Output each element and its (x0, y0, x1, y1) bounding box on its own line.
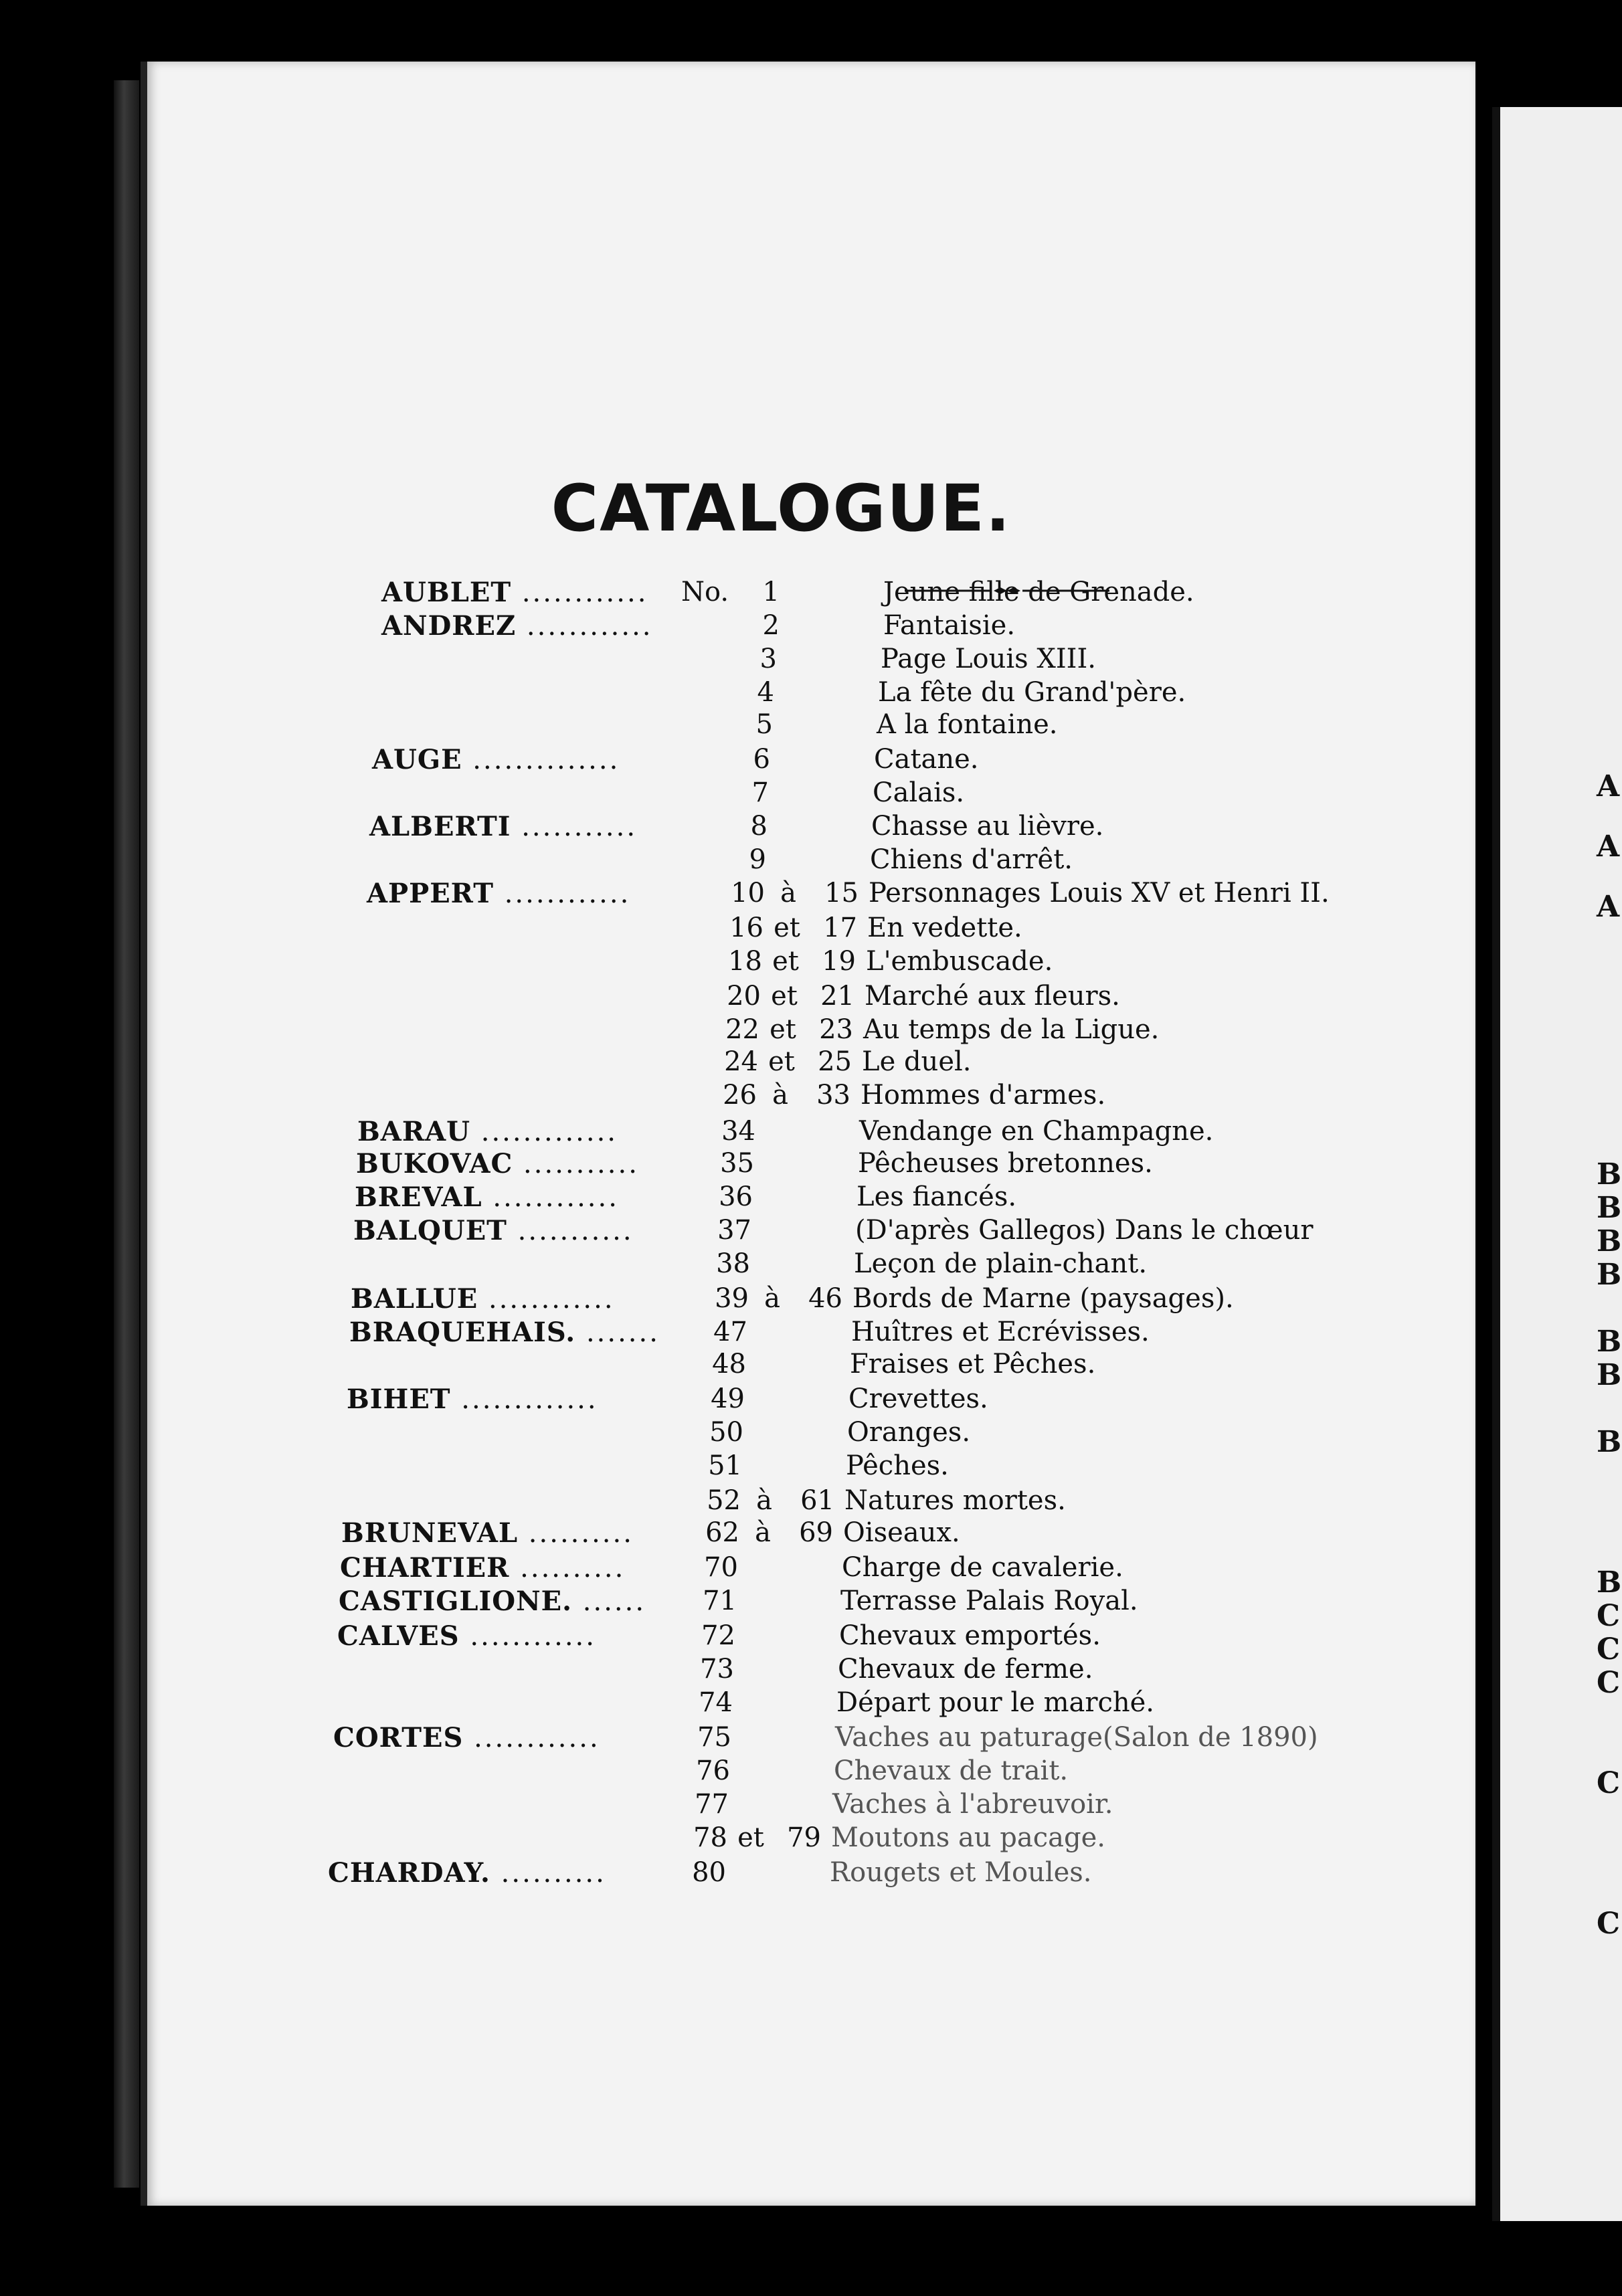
catalogue-entry (329, 1822, 1373, 1857)
catalogue-number: 3 (759, 644, 777, 674)
catalogue-entry (352, 1248, 1396, 1283)
catalogue-number: 76 (696, 1755, 730, 1786)
catalogue-number-end: 25 (818, 1046, 852, 1077)
facing-page-letter: B (1597, 1191, 1622, 1225)
catalogue-entry (328, 1857, 1372, 1892)
leader-dots: .............. (462, 745, 620, 775)
range-connector: à (756, 1485, 772, 1516)
catalogue-entry (331, 1789, 1374, 1824)
facing-page-letter: B (1597, 1224, 1622, 1258)
catalogue-number: 26 (723, 1080, 757, 1111)
catalogue-number: 1 (762, 577, 780, 607)
leader-dots: ............ (482, 1182, 619, 1213)
artist-name: BARAU ............. (357, 1116, 618, 1147)
range-connector: et (770, 1014, 796, 1045)
artist-name: APPERT ............ (367, 878, 631, 909)
catalogue-number: 80 (692, 1857, 726, 1888)
catalogue-entry (359, 1080, 1403, 1115)
catalogue-entry (365, 913, 1409, 947)
catalogue-entry (356, 1148, 1400, 1183)
catalogue-number-end: 33 (816, 1080, 850, 1111)
artwork-title: L'embuscade. (866, 946, 1053, 977)
leader-dots: ............ (516, 611, 653, 642)
catalogue-number: 75 (697, 1722, 731, 1753)
catalogue-entry (344, 1450, 1388, 1485)
artwork-title: Vendange en Champagne. (859, 1116, 1214, 1147)
facing-page-letter: A (1597, 830, 1620, 864)
artwork-title: Huîtres et Ecrévisses. (851, 1317, 1150, 1347)
page-title: CATALOGUE. (551, 471, 1012, 546)
artist-name: BRAQUEHAIS. ....... (349, 1317, 660, 1348)
leader-dots: ............ (493, 878, 631, 909)
artwork-title: Départ pour le marché. (836, 1687, 1155, 1718)
catalogue-number: 73 (700, 1654, 734, 1685)
facing-page-letter: C (1597, 1907, 1621, 1941)
catalogue-entry (332, 1755, 1376, 1790)
leader-dots: ....... (575, 1317, 660, 1348)
range-connector: à (764, 1283, 780, 1314)
catalogue-entry (367, 878, 1411, 913)
catalogue-number-end: 46 (808, 1283, 842, 1314)
leader-dots: ........... (507, 1216, 634, 1246)
catalogue-number: 74 (699, 1687, 733, 1718)
catalogue-page (141, 62, 1475, 2206)
catalogue-number: 16 (729, 913, 763, 943)
facing-page-letter: B (1597, 1425, 1622, 1459)
leader-dots: .......... (509, 1553, 626, 1584)
artist-name: AUBLET ............ (381, 577, 648, 608)
range-connector: à (780, 878, 796, 908)
facing-page-letter: B (1597, 1258, 1622, 1292)
artwork-title: A la fontaine. (877, 709, 1058, 740)
catalogue-entry (363, 981, 1407, 1016)
catalogue-number: 7 (751, 777, 769, 808)
catalogue-entry (368, 844, 1412, 879)
catalogue-number: 10 (731, 878, 765, 908)
catalogue-number: 77 (695, 1789, 729, 1820)
catalogue-number: 18 (728, 946, 762, 977)
artist-name: BUKOVAC ........... (356, 1148, 639, 1179)
catalogue-entry (349, 1317, 1393, 1351)
catalogue-number: 20 (727, 981, 761, 1012)
artwork-title: Chevaux de ferme. (838, 1654, 1093, 1685)
range-connector: et (772, 946, 799, 977)
catalogue-number: 62 (705, 1517, 739, 1548)
catalogue-entry (347, 1383, 1390, 1418)
catalogue-number: 35 (720, 1148, 754, 1179)
facing-page-letter: C (1597, 1599, 1621, 1633)
catalogue-number-end: 15 (824, 878, 859, 908)
catalogue-entry (339, 1586, 1382, 1620)
artwork-title: Personnages Louis XV et Henri II. (869, 878, 1330, 908)
catalogue-entry (361, 1014, 1405, 1049)
catalogue-number-end: 19 (822, 946, 856, 977)
catalogue-entry (355, 1181, 1399, 1216)
facing-page-letter: B (1597, 1565, 1622, 1600)
catalogue-number: 8 (750, 811, 768, 842)
catalogue-entry (340, 1552, 1384, 1587)
catalogue-number-end: 21 (820, 981, 854, 1012)
range-connector: à (772, 1080, 788, 1111)
artist-name: CHARDAY. .......... (328, 1857, 606, 1889)
leader-dots: ........... (511, 811, 638, 842)
leader-dots: ............ (511, 577, 648, 608)
leader-dots: .......... (490, 1858, 606, 1889)
leader-dots: ........... (513, 1149, 639, 1179)
catalogue-entry (372, 744, 1416, 779)
artwork-title: Leçon de plain-chant. (854, 1248, 1148, 1279)
catalogue-number: 6 (753, 744, 770, 775)
facing-page-letter: A (1597, 890, 1620, 924)
catalogue-entry (337, 1620, 1381, 1655)
leader-dots: ............ (459, 1621, 596, 1652)
facing-page-letter: B (1597, 1157, 1622, 1191)
book-spine-edge (114, 80, 139, 2188)
artwork-title: En vedette. (867, 913, 1022, 943)
catalogue-number: 4 (757, 677, 774, 708)
number-label: No. (681, 577, 729, 607)
artwork-title: Natures mortes. (844, 1485, 1066, 1516)
leader-dots: ............. (470, 1117, 618, 1147)
range-connector: et (737, 1822, 764, 1853)
catalogue-number: 36 (719, 1181, 753, 1212)
leader-dots: ...... (572, 1586, 646, 1617)
artwork-title: Fantaisie. (883, 610, 1016, 641)
artist-name: BREVAL ............ (355, 1181, 619, 1213)
artwork-title: Vaches au paturage(Salon de 1890) (835, 1722, 1318, 1753)
artwork-title: Jeune fille de Grenade. (883, 577, 1194, 607)
artwork-title: Catane. (874, 744, 979, 775)
range-connector: et (774, 913, 800, 943)
artwork-title: Moutons au pacage. (831, 1822, 1105, 1853)
catalogue-number: 5 (755, 709, 773, 740)
catalogue-number: 22 (725, 1014, 759, 1045)
artwork-title: Crevettes. (848, 1383, 988, 1414)
artwork-title: Hommes d'armes. (861, 1080, 1106, 1111)
catalogue-number: 2 (762, 610, 780, 641)
artwork-title: Chasse au lièvre. (871, 811, 1104, 842)
facing-page-letter: C (1597, 1666, 1621, 1700)
catalogue-number: 48 (712, 1349, 746, 1379)
catalogue-entry (343, 1485, 1386, 1520)
catalogue-entry (375, 709, 1419, 744)
artwork-title: Calais. (873, 777, 965, 808)
artist-name: BRUNEVAL .......... (341, 1517, 634, 1549)
artist-name: ANDREZ ............ (381, 610, 653, 642)
catalogue-number: 50 (709, 1417, 743, 1448)
catalogue-number-end: 79 (787, 1822, 821, 1853)
catalogue-entry (360, 1046, 1404, 1081)
catalogue-entry (345, 1417, 1389, 1452)
artist-name: BALLUE ............ (351, 1283, 615, 1315)
artwork-title: Bords de Marne (paysages). (852, 1283, 1234, 1314)
artwork-title: Marché aux fleurs. (865, 981, 1120, 1012)
catalogue-entry (376, 677, 1420, 712)
catalogue-number: 37 (717, 1215, 751, 1246)
catalogue-entry (353, 1215, 1397, 1250)
catalogue-entry (351, 1283, 1394, 1318)
catalogue-number: 47 (713, 1317, 747, 1347)
catalogue-number: 38 (716, 1248, 750, 1279)
artwork-title: Charge de cavalerie. (842, 1552, 1123, 1583)
artwork-title: Rougets et Moules. (830, 1857, 1092, 1888)
facing-page-letter: C (1597, 1766, 1621, 1800)
leader-dots: ............ (463, 1723, 600, 1753)
range-connector: et (768, 1046, 795, 1077)
catalogue-number: 72 (701, 1620, 735, 1651)
catalogue-number-end: 69 (799, 1517, 833, 1548)
catalogue-number: 71 (703, 1586, 737, 1616)
catalogue-number: 39 (715, 1283, 749, 1314)
artist-name: BALQUET ........... (353, 1215, 634, 1246)
catalogue-entry (335, 1687, 1378, 1722)
facing-page-letter: A (1597, 769, 1620, 803)
artwork-title: Les fiancés. (857, 1181, 1017, 1212)
facing-page-letter: B (1597, 1325, 1622, 1359)
catalogue-number: 24 (724, 1046, 758, 1077)
catalogue-number: 9 (749, 844, 766, 875)
catalogue-entry (357, 1116, 1401, 1151)
catalogue-number: 70 (704, 1552, 738, 1583)
artwork-title: Le duel. (862, 1046, 972, 1077)
catalogue-entry (379, 644, 1423, 678)
catalogue-number-end: 23 (819, 1014, 853, 1045)
artwork-title: Terrasse Palais Royal. (840, 1586, 1138, 1616)
artwork-title: Page Louis XIII. (881, 644, 1096, 674)
leader-dots: .......... (518, 1518, 634, 1549)
range-connector: à (755, 1517, 771, 1548)
artist-name: CORTES ............ (333, 1722, 600, 1753)
artist-name: CHARTIER .......... (340, 1552, 626, 1584)
artwork-title: Pêches. (846, 1450, 949, 1481)
catalogue-number: 34 (721, 1116, 755, 1147)
artwork-title: Oiseaux. (843, 1517, 960, 1548)
artwork-title: Chevaux emportés. (839, 1620, 1101, 1651)
catalogue-entry (371, 777, 1415, 812)
catalogue-number-end: 61 (800, 1485, 834, 1516)
artwork-title: Vaches à l'abreuvoir. (832, 1789, 1113, 1820)
facing-page-letter: C (1597, 1632, 1621, 1666)
facing-page-letter: B (1597, 1358, 1622, 1392)
artist-name: AUGE .............. (372, 744, 620, 775)
artist-name: BIHET ............. (347, 1383, 598, 1415)
catalogue-entry (333, 1722, 1377, 1757)
catalogue-number-end: 17 (823, 913, 857, 943)
artwork-title: Fraises et Pêches. (850, 1349, 1096, 1379)
catalogue-number: 52 (707, 1485, 741, 1516)
artwork-title: Pêcheuses bretonnes. (858, 1148, 1153, 1179)
artwork-title: La fête du Grand'père. (878, 677, 1186, 708)
catalogue-entry (381, 610, 1425, 645)
artwork-title: (D'après Gallegos) Dans le chœur (855, 1215, 1314, 1246)
catalogue-entry (364, 946, 1408, 981)
artwork-title: Chiens d'arrêt. (870, 844, 1073, 875)
artwork-title: Au temps de la Ligue. (863, 1014, 1160, 1045)
artwork-title: Oranges. (847, 1417, 971, 1448)
leader-dots: ............ (478, 1284, 615, 1315)
catalogue-entry (381, 577, 1425, 611)
catalogue-number: 49 (711, 1383, 745, 1414)
catalogue-entry (336, 1654, 1380, 1689)
artist-name: ALBERTI ........... (369, 811, 638, 842)
catalogue-entry (341, 1517, 1385, 1552)
catalogue-entry (348, 1349, 1392, 1383)
catalogue-entry (369, 811, 1413, 846)
artist-name: CALVES ............ (337, 1620, 596, 1652)
range-connector: et (771, 981, 798, 1012)
catalogue-number: 51 (708, 1450, 742, 1481)
catalogue-number: 78 (693, 1822, 727, 1853)
leader-dots: ............. (450, 1384, 598, 1415)
artwork-title: Chevaux de trait. (834, 1755, 1069, 1786)
artist-name: CASTIGLIONE. ...... (339, 1586, 646, 1617)
